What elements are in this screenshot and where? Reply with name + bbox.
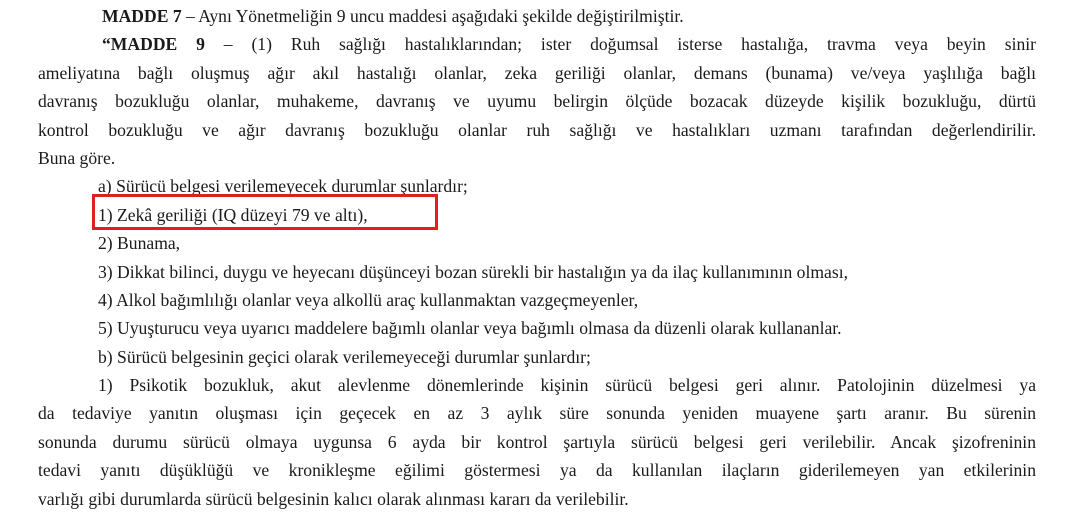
section-b-item-1-line-4: tedavi yanıtı düşüklüğü ve kronikleşme eğilimi göstermesi ya da kullanılan ilaçların giderilemeyen yan etkilerinin [38,460,1036,481]
section-b-item-1-line-1: 1) Psikotik bozukluk, akut alevlenme dönemlerinde kişinin sürücü belgesi geri alınır. Patolojinin düzelmesi ya [98,375,1036,396]
section-b-item-1-line-5: varlığı gibi durumlarda sürücü belgesinin kalıcı olarak alınması kararı da verilebilir. [38,488,629,509]
document-page [38,2,1036,513]
article-9-line-1 [38,30,1036,58]
section-a-item-1: 1) Zekâ geriliği (IQ düzeyi 79 ve altı), [98,204,368,225]
article-9-line-5: Buna göre. [38,147,116,168]
article-9-line-3: davranış bozukluğu olanlar, muhakeme, davranış ve uyumu belirgin ölçüde bozacak düzeyde kişilik bozukluğu, dürtü [38,91,1036,112]
article-9-line-2: ameliyatına bağlı oluşmuş ağır akıl hastalığı olanlar, zeka geriliği olanlar, demans (bunama) ve/veya yaşlılığa bağlı [38,62,1036,83]
article-7-heading: MADDE 7 [102,6,182,26]
article-9-intro-text: – (1) Ruh sağlığı hastalıklarından; ister doğumsal isterse hastalığa, travma veya beyin sinir [204,34,1036,55]
section-a-item-3: 3) Dikkat bilinci, duygu ve heyecanı düşünceyi bozan sürekli bir hastalığın ya da ilaç kullanımının olması, [98,261,848,282]
section-a-item-2: 2) Bunama, [98,233,181,254]
article-7-text: – Aynı Yönetmeliğin 9 uncu maddesi aşağıdaki şekilde değiştirilmiştir. [181,6,684,26]
section-b-title: b) Sürücü belgesinin geçici olarak verilemeyeceği durumlar şunlardır; [98,346,591,367]
section-b-item-1-line-2: da tedaviye yanıtın oluşması için geçecek en az 3 aylık süre sonunda yeniden muayene şartı aranır. Bu sürenin [38,403,1036,424]
section-a-item-5: 5) Uyuşturucu veya uyarıcı maddelere bağımlı olanlar veya bağımlı olmasa da düzenli olarak kullananlar. [98,318,842,339]
article-9-heading: “MADDE 9 [102,34,205,55]
section-a-title: a) Sürücü belgesi verilemeyecek durumlar şunlardır; [98,176,468,197]
section-b-item-1-line-3: sonunda durumu sürücü olmaya uygunsa 6 ayda bir kontrol şartıyla sürücü belgesi geri verilebilir. Ancak şizofreninin [38,431,1036,452]
article-9-line-4: kontrol bozukluğu ve ağır davranış bozukluğu olanlar ruh sağlığı ve hastalıkları uzmanı tarafından değerlendirilir. [38,119,1036,140]
section-a-item-4: 4) Alkol bağımlılığı olanlar veya alkollü araç kullanmaktan vazgeçmeyenler, [98,289,639,310]
article-7-line [38,2,1036,30]
